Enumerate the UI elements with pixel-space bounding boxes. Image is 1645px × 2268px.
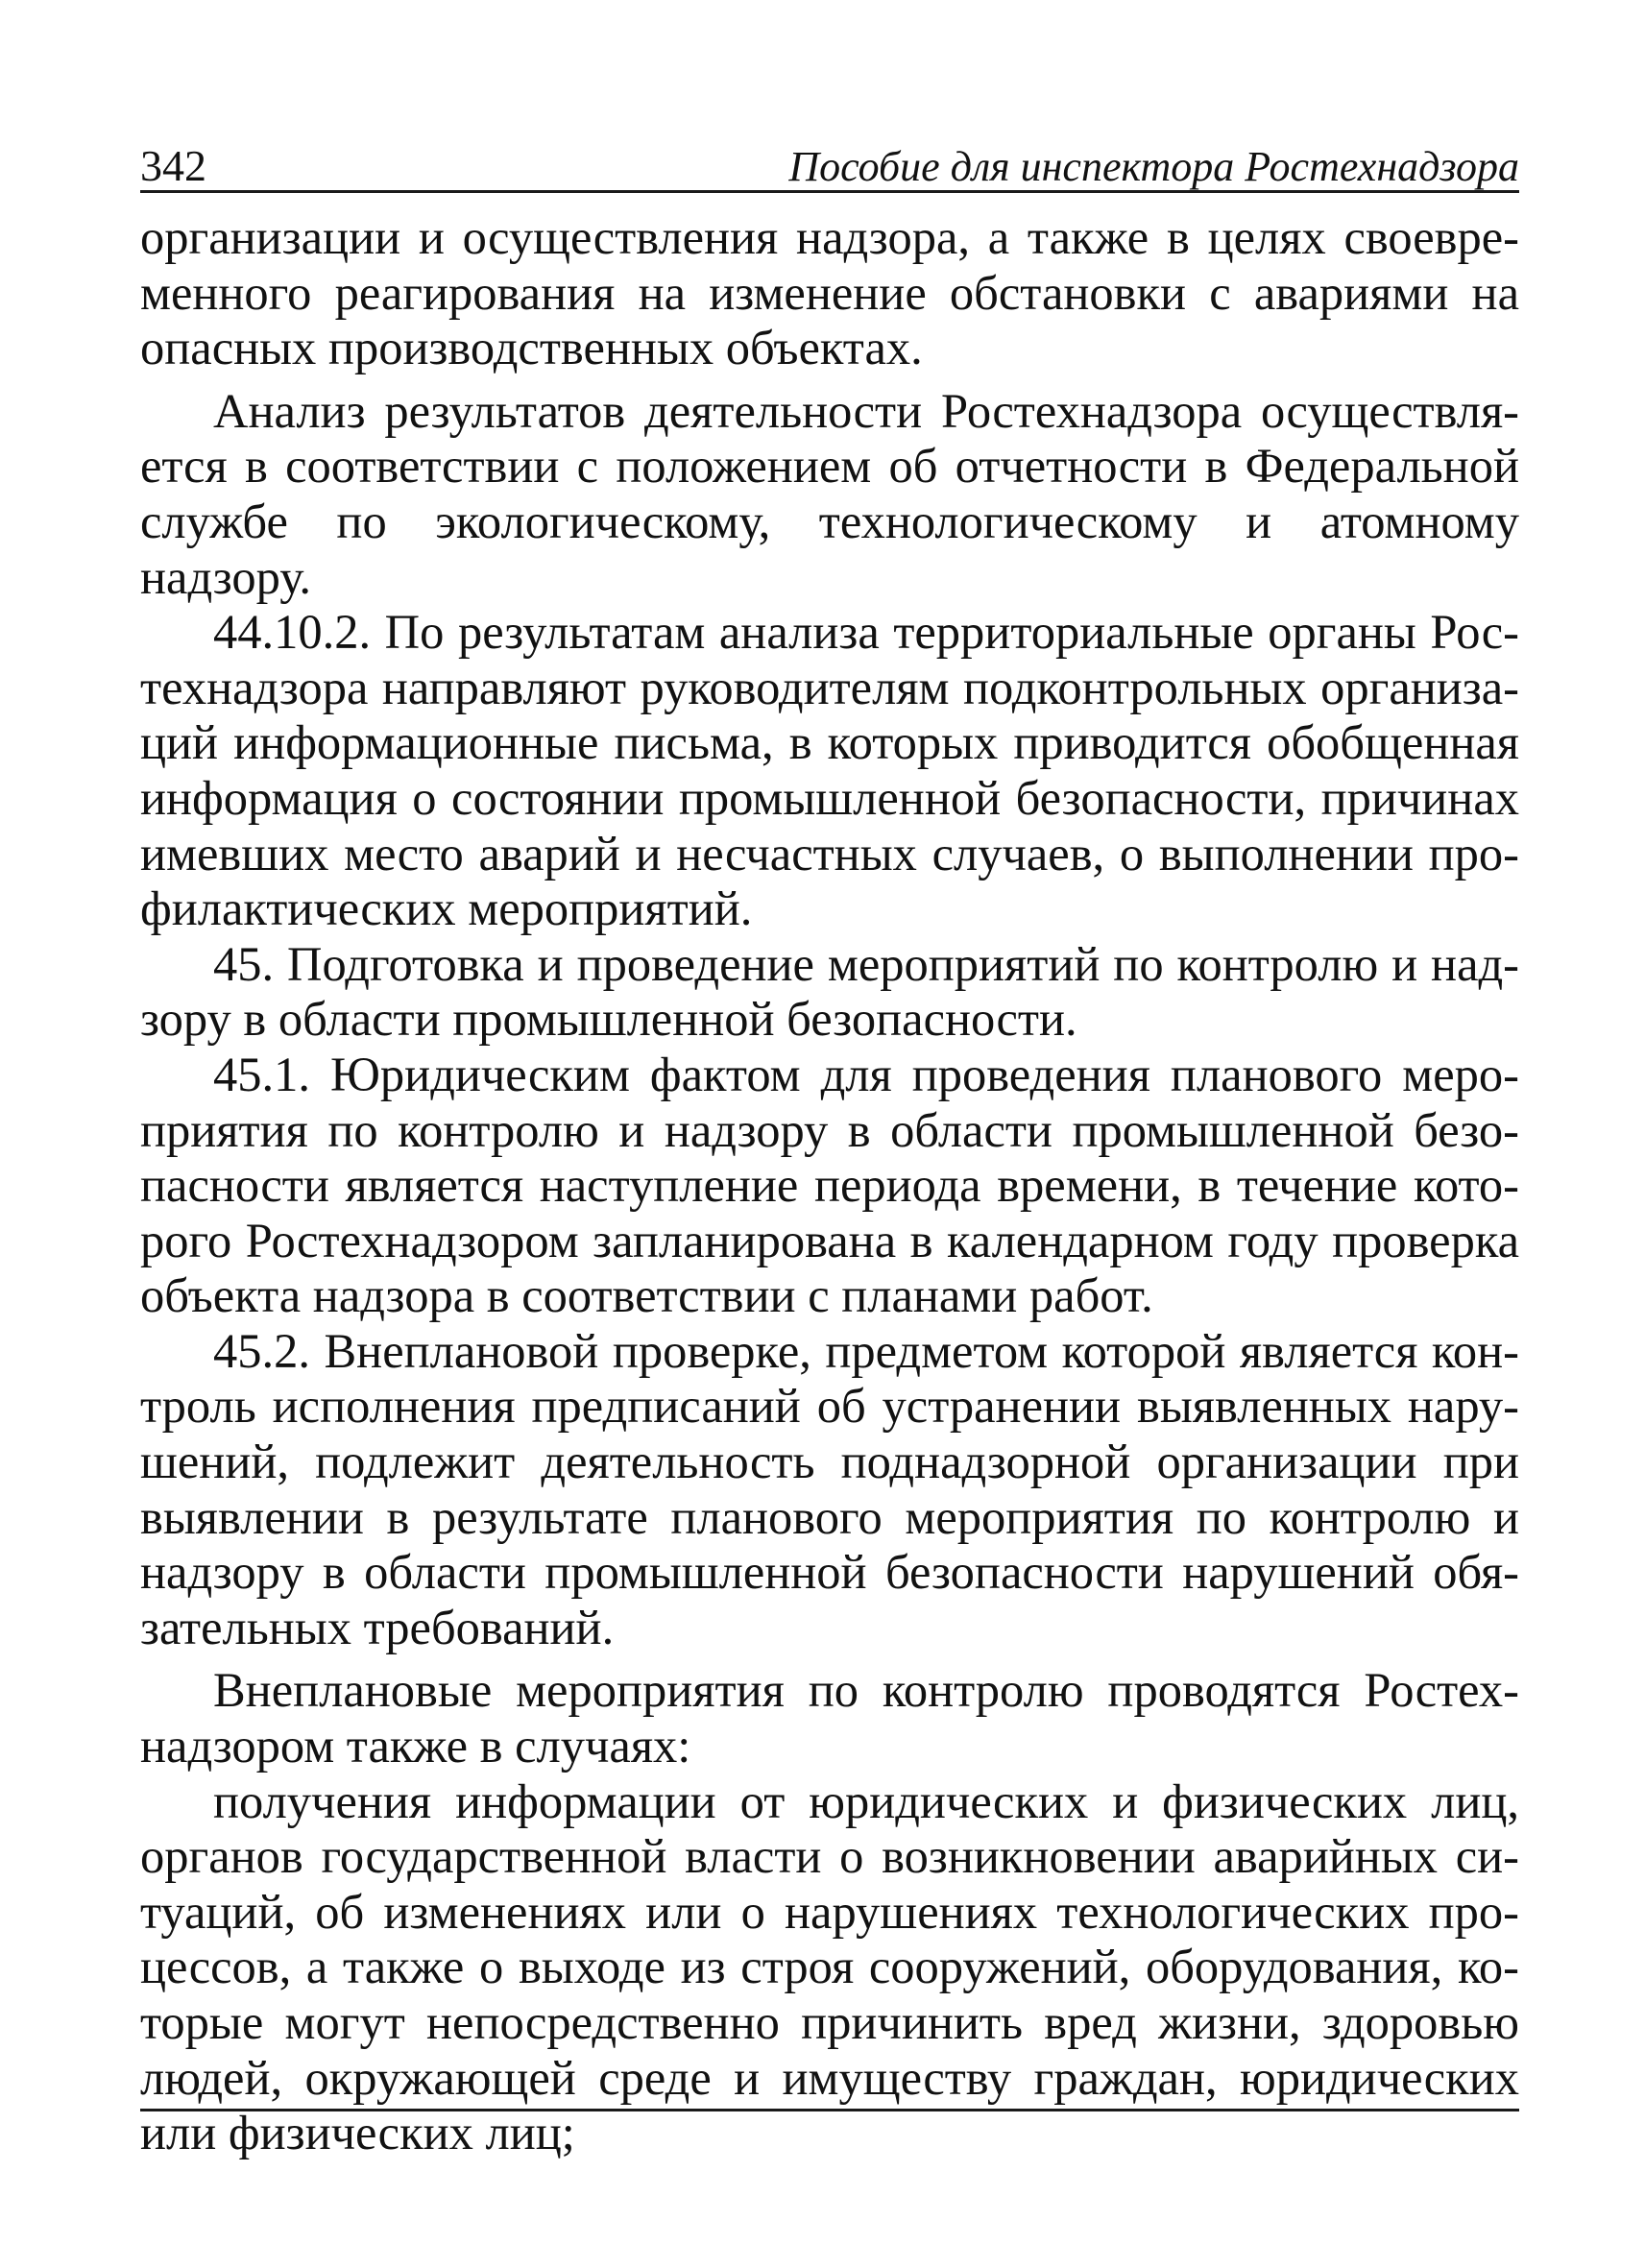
paragraph-45: 45. Подготовка и проведение мероприятий по контролю и над-зору в области промышленной безопасности. — [140, 936, 1519, 1047]
paragraph-analysis: Анализ результатов деятельности Ростехнадзора осуществля-ется в соответствии с положением об отчетности в Федеральной службе по экологическому, технологическому и атомному надзору. — [140, 383, 1519, 604]
page-number: 342 — [140, 141, 206, 190]
paragraph-44-10-2: 44.10.2. По результатам анализа территориальные органы Рос-технадзора направляют руководителям подконтрольных организа-ций информационные письма, в которых приводится обобщенная информация о состоянии промышленной безопасности, причинах имевших место аварий и несчастных случаев, о выполнении про-филактических мероприятий. — [140, 605, 1519, 936]
footer-rule — [140, 2109, 1519, 2111]
paragraph-unplanned-case: получения информации от юридических и физических лиц, органов государственной власти о возникновении аварийных си-туаций, об изменениях или о нарушениях технологических про-цессов, а также о выходе из строя сооружений, оборудования, ко-торые могут непосредственно причинить вред жизни, здоровью людей, окружающей среде и имуществу граждан, юридических или физических лиц; — [140, 1773, 1519, 2160]
running-title: Пособие для инспектора Ростехнадзора — [788, 143, 1519, 190]
paragraph-45-1: 45.1. Юридическим фактом для проведения планового меро-приятия по контролю и надзору в области промышленной безо-пасности является наступление периода времени, в течение кото-рого Ростехнадзором запланирована в календарном году проверка объекта надзора в соответствии с планами работ. — [140, 1047, 1519, 1323]
paragraph-unplanned-intro: Внеплановые мероприятия по контролю проводятся Ростех-надзором также в случаях: — [140, 1663, 1519, 1773]
running-header — [140, 134, 1519, 193]
book-page — [140, 134, 1519, 2161]
paragraph-continuation: организации и осуществления надзора, а также в целях своевре-менного реагирования на изменение обстановки с авариями на опасных производственных объектах. — [140, 210, 1519, 375]
body-text — [140, 210, 1519, 2161]
paragraph-45-2: 45.2. Внеплановой проверке, предметом которой является кон-троль исполнения предписаний об устранении выявленных нару-шений, подлежит деятельность поднадзорной организации при выявлении в результате планового мероприятия по контролю и надзору в области промышленной безопасности нарушений обя-зательных требований. — [140, 1323, 1519, 1654]
